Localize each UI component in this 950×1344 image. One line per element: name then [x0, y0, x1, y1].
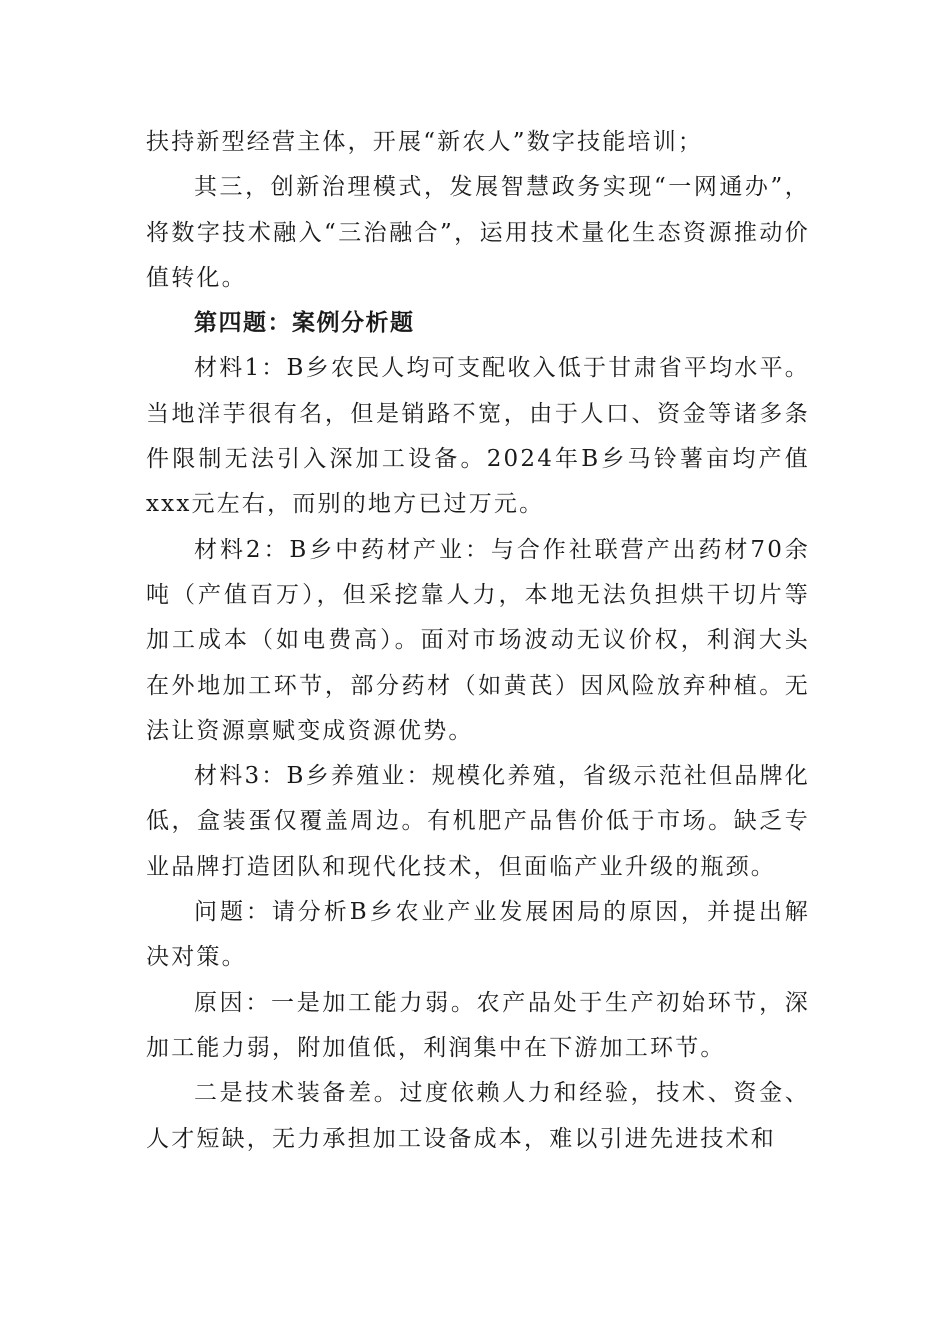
- paragraph-material-3: 材料3：B乡养殖业：规模化养殖，省级示范社但品牌化低，盒装蛋仅覆盖周边。有机肥产品售价低于市场。缺乏专业品牌打造团队和现代化技术，但面临产业升级的瓶颈。: [146, 763, 810, 880]
- paragraph-governance: 其三，创新治理模式，发展智慧政务实现“一网通办”，将数字技术融入“三治融合”，运用技术量化生态资源推动价值转化。: [146, 174, 810, 291]
- paragraph-material-2: 材料2：B乡中药材产业：与合作社联营产出药材70余吨（产值百万），但采挖靠人力，本地无法负担烘干切片等加工成本（如电费高）。面对市场波动无议价权，利润大头在外地加工环节，部分药材（如黄芪）因风险放弃种植。无法让资源禀赋变成资源优势。: [146, 536, 810, 744]
- paragraph-reason-2: 二是技术装备差。过度依赖人力和经验，技术、资金、人才短缺，无力承担加工设备成本，难以引进先进技术和: [146, 1080, 810, 1152]
- paragraph-question: 问题：请分析B乡农业产业发展困局的原因，并提出解决对策。: [146, 899, 810, 971]
- section-heading: 第四题：案例分析题: [194, 310, 415, 337]
- paragraph-training: 扶持新型经营主体，开展“新农人”数字技能培训；: [146, 129, 704, 155]
- document-page: [146, 120, 810, 1162]
- paragraph-reason-1: 原因：一是加工能力弱。农产品处于生产初始环节，深加工能力弱，附加值低，利润集中在下游加工环节。: [146, 989, 810, 1061]
- paragraph-material-1: 材料1：B乡农民人均可支配收入低于甘肃省平均水平。当地洋芋很有名，但是销路不宽，由于人口、资金等诸多条件限制无法引入深加工设备。2024年B乡马铃薯亩均产值xxx元左右，而别的地方已过万元。: [146, 355, 810, 518]
